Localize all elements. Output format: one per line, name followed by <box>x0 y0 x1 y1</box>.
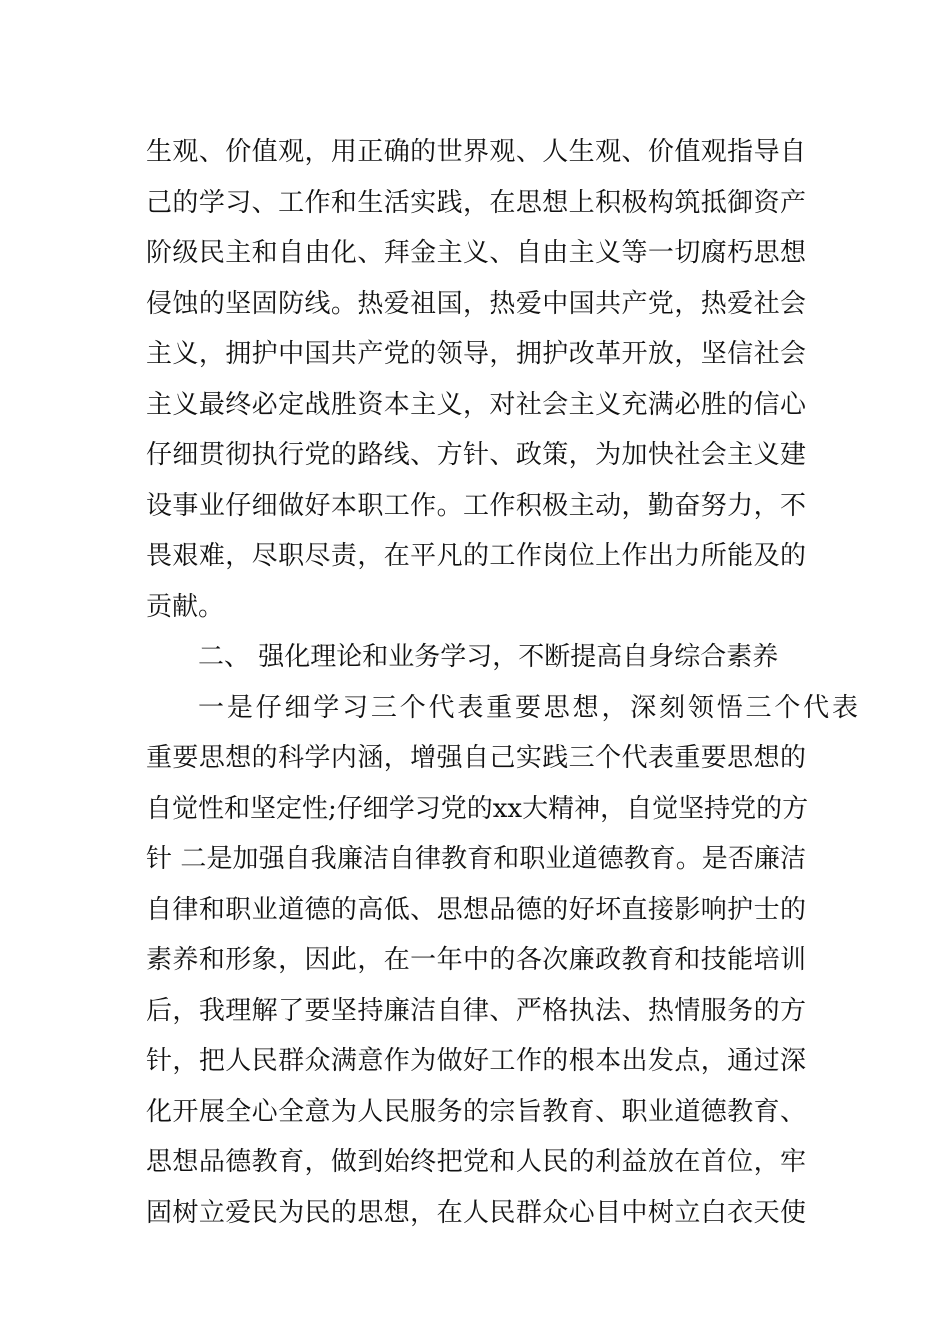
text-line: 己的学习、工作和生活实践，在思想上积极构筑抵御资产 <box>146 187 806 218</box>
text-line: 化开展全心全意为人民服务的宗旨教育、职业道德教育、 <box>146 1096 806 1127</box>
text-line: 一是仔细学习三个代表重要思想，深刻领悟三个代表 <box>198 692 858 723</box>
section-heading: 二、 强化理论和业务学习，不断提高自身综合素养 <box>198 642 779 672</box>
text-line: 固树立爱民为民的思想，在人民群众心目中树立白衣天使 <box>146 1197 806 1228</box>
text-line: 阶级民主和自由化、拜金主义、自由主义等一切腐朽思想 <box>146 238 806 268</box>
text-line: 仔细贯彻执行党的路线、方针、政策，为加快社会主义建 <box>146 440 806 470</box>
text-line: 主义最终必定战胜资本主义，对社会主义充满必胜的信心 <box>146 389 806 420</box>
text-line: 后，我理解了要坚持廉洁自律、严格执法、热情服务的方 <box>146 995 806 1026</box>
text-line: 主义，拥护中国共产党的领导，拥护改革开放，坚信社会 <box>146 339 806 369</box>
text-line: 重要思想的科学内涵，增强自己实践三个代表重要思想的 <box>146 743 806 773</box>
text-line: 素养和形象，因此，在一年中的各次廉政教育和技能培训 <box>146 945 806 975</box>
text-line: 贡献。 <box>146 591 225 622</box>
text-line: 设事业仔细做好本职工作。工作积极主动，勤奋努力，不 <box>146 490 806 521</box>
text-line: 针 二是加强自我廉洁自律教育和职业道德教育。是否廉洁 <box>146 844 806 874</box>
text-line: 生观、价值观，用正确的世界观、人生观、价值观指导自 <box>146 137 806 167</box>
document-body <box>146 127 858 1238</box>
text-line: 思想品德教育，做到始终把党和人民的利益放在首位，牢 <box>146 1147 806 1177</box>
text-line: 自律和职业道德的高低、思想品德的好坏直接影响护士的 <box>146 894 806 925</box>
text-line: 畏艰难，尽职尽责，在平凡的工作岗位上作出力所能及的 <box>146 541 806 571</box>
text-line: 针，把人民群众满意作为做好工作的根本出发点，通过深 <box>146 1046 806 1076</box>
text-line: 自觉性和坚定性;仔细学习党的xx大精神，自觉坚持党的方 <box>146 793 809 824</box>
text-line: 侵蚀的坚固防线。热爱祖国，热爱中国共产党，热爱社会 <box>146 288 806 319</box>
